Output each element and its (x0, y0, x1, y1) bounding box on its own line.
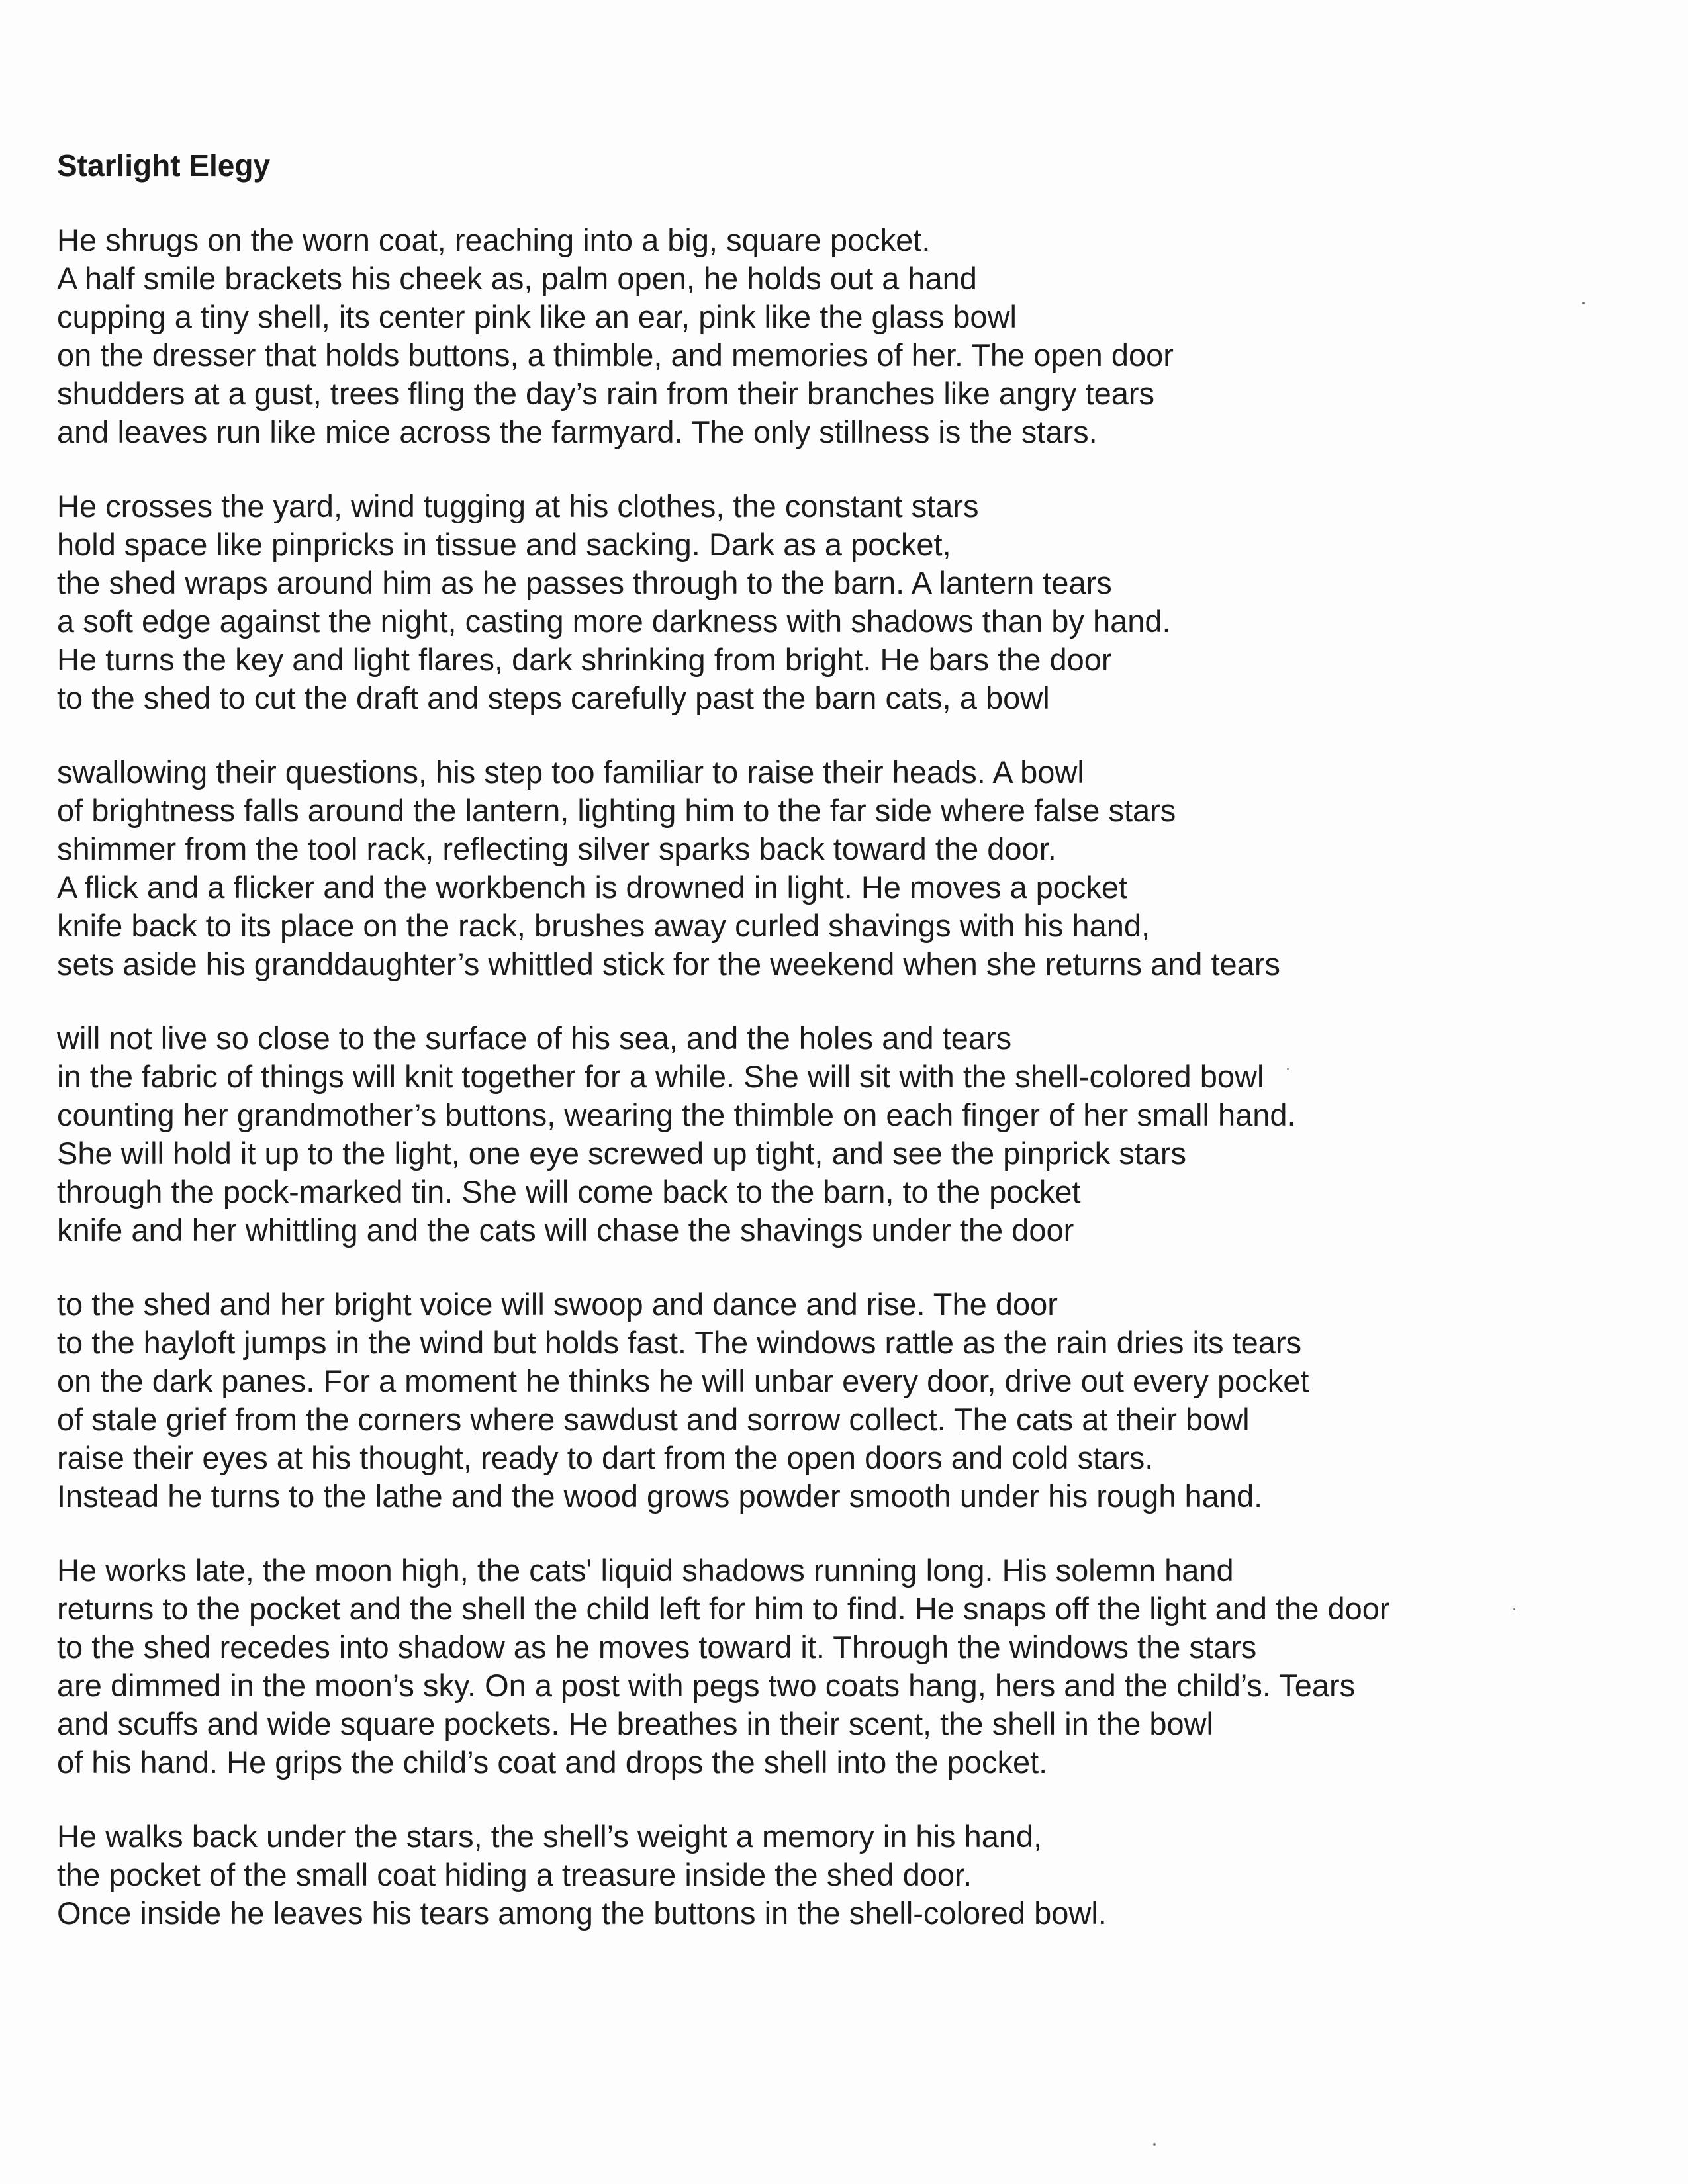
poem-line: and scuffs and wide square pockets. He breathes in their scent, the shell in the bowl (57, 1706, 1213, 1741)
poem-line: to the hayloft jumps in the wind but holds fast. The windows rattle as the rain dries its tears (57, 1325, 1302, 1360)
poem-title: Starlight Elegy (57, 148, 271, 183)
poem-line: in the fabric of things will knit together for a while. She will sit with the shell-colored bowl (57, 1059, 1264, 1094)
poem-line: and leaves run like mice across the farmyard. The only stillness is the stars. (57, 414, 1098, 449)
poem-line: on the dresser that holds buttons, a thimble, and memories of her. The open door (57, 338, 1174, 373)
poem-line: the shed wraps around him as he passes through to the barn. A lantern tears (57, 565, 1112, 600)
stanza-6 (57, 1551, 1632, 1782)
poem-line: to the shed recedes into shadow as he moves toward it. Through the windows the stars (57, 1629, 1257, 1664)
poem-line: He turns the key and light flares, dark shrinking from bright. He bars the door (57, 642, 1112, 677)
poem-line: He crosses the yard, wind tugging at his clothes, the constant stars (57, 488, 979, 523)
poem-line: A flick and a flicker and the workbench is drowned in light. He moves a pocket (57, 870, 1128, 905)
stanza-7 (57, 1817, 1632, 1933)
scan-speck (1582, 302, 1585, 304)
poem-line: of brightness falls around the lantern, lighting him to the far side where false stars (57, 793, 1176, 828)
poem-line: Once inside he leaves his tears among the buttons in the shell-colored bowl. (57, 1895, 1107, 1931)
poem-line: hold space like pinpricks in tissue and sacking. Dark as a pocket, (57, 527, 951, 562)
poem-line: knife back to its place on the rack, brushes away curled shavings with his hand, (57, 908, 1150, 943)
scan-speck (1513, 1608, 1515, 1610)
poem-line: through the pock-marked tin. She will come back to the barn, to the pocket (57, 1174, 1081, 1209)
stanza-1 (57, 221, 1632, 451)
stanza-2 (57, 487, 1632, 717)
poem-line: the pocket of the small coat hiding a treasure inside the shed door. (57, 1857, 972, 1892)
stanza-5 (57, 1285, 1632, 1516)
poem-line: shudders at a gust, trees fling the day’s rain from their branches like angry tears (57, 376, 1155, 411)
poem-line: He works late, the moon high, the cats' liquid shadows running long. His solemn hand (57, 1553, 1234, 1588)
stanza-4 (57, 1019, 1632, 1250)
poem-line: sets aside his granddaughter’s whittled stick for the weekend when she returns and tears (57, 946, 1280, 981)
poem-line: knife and her whittling and the cats will chase the shavings under the door (57, 1212, 1074, 1248)
poem-line: raise their eyes at his thought, ready to dart from the open doors and cold stars. (57, 1440, 1154, 1475)
poem (57, 147, 1632, 1968)
poem-line: of his hand. He grips the child’s coat and drops the shell into the pocket. (57, 1745, 1048, 1780)
poem-line: A half smile brackets his cheek as, palm open, he holds out a hand (57, 261, 977, 296)
poem-line: of stale grief from the corners where sawdust and sorrow collect. The cats at their bowl (57, 1402, 1250, 1437)
poem-line: He shrugs on the worn coat, reaching into a big, square pocket. (57, 222, 931, 257)
poem-line: cupping a tiny shell, its center pink like an ear, pink like the glass bowl (57, 299, 1017, 334)
poem-line: Instead he turns to the lathe and the wood grows powder smooth under his rough hand. (57, 1479, 1263, 1514)
poem-line: on the dark panes. For a moment he thinks he will unbar every door, drive out every pocket (57, 1363, 1309, 1398)
poem-line: shimmer from the tool rack, reflecting silver sparks back toward the door. (57, 831, 1056, 866)
poem-line: swallowing their questions, his step too familiar to raise their heads. A bowl (57, 754, 1084, 790)
poem-line: counting her grandmother’s buttons, wearing the thimble on each finger of her small hand. (57, 1097, 1296, 1132)
scan-speck (1153, 2143, 1156, 2146)
poem-line: will not live so close to the surface of his sea, and the holes and tears (57, 1021, 1012, 1056)
poem-line: a soft edge against the night, casting more darkness with shadows than by hand. (57, 604, 1171, 639)
stanza-3 (57, 753, 1632, 983)
poem-line: are dimmed in the moon’s sky. On a post with pegs two coats hang, hers and the child’s. Tears (57, 1668, 1356, 1703)
poem-line: to the shed to cut the draft and steps carefully past the barn cats, a bowl (57, 680, 1050, 715)
scan-speck (1287, 1068, 1289, 1070)
poem-line: He walks back under the stars, the shell’s weight a memory in his hand, (57, 1819, 1043, 1854)
poem-line: returns to the pocket and the shell the child left for him to find. He snaps off the light and the door (57, 1591, 1390, 1626)
poem-line: to the shed and her bright voice will swoop and dance and rise. The door (57, 1287, 1058, 1322)
poem-line: She will hold it up to the light, one eye screwed up tight, and see the pinprick stars (57, 1136, 1187, 1171)
